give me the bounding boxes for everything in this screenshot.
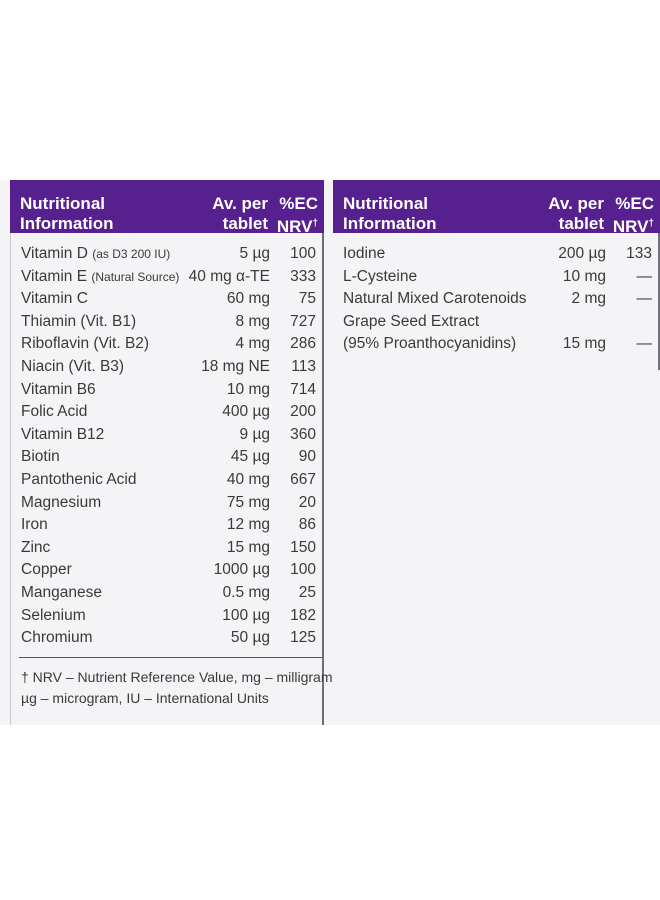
nutrient-name: (95% Proanthocyanidins) bbox=[343, 335, 517, 353]
nutrient-row bbox=[11, 492, 322, 515]
nutrient-row bbox=[11, 514, 322, 537]
nutrient-amount: 2 mg bbox=[571, 290, 606, 308]
nutrient-nrv: 75 bbox=[298, 290, 316, 308]
nutrient-row bbox=[11, 266, 322, 289]
nutrient-name: Vitamin B6 bbox=[21, 380, 96, 398]
nutrient-row bbox=[11, 243, 322, 266]
nutrient-amount: 60 mg bbox=[226, 290, 270, 308]
nutrient-name: Iodine bbox=[343, 245, 386, 262]
nutrient-nrv: 667 bbox=[290, 470, 316, 488]
nutrient-amount: 12 mg bbox=[226, 516, 270, 534]
nutrient-nrv: 200 bbox=[290, 403, 316, 421]
nutrient-row bbox=[11, 288, 322, 311]
left-panel-body bbox=[10, 233, 333, 725]
nutrient-amount: 9 µg bbox=[239, 425, 270, 443]
nutrient-amount: 0.5 mg bbox=[222, 583, 270, 601]
nutrient-amount: 50 µg bbox=[230, 629, 270, 647]
nutrient-name: Zinc bbox=[21, 538, 51, 556]
nutrient-note: (Natural Source) bbox=[91, 269, 180, 284]
nutrient-name: Copper bbox=[21, 561, 72, 579]
header-nutrient-label: Nutritional Information bbox=[20, 194, 114, 233]
nutrient-name: Natural Mixed Carotenoids bbox=[343, 290, 527, 308]
header-amount-label: Av. per tablet bbox=[212, 194, 268, 233]
nutrient-row bbox=[11, 424, 322, 447]
nutrient-row bbox=[333, 311, 658, 334]
nutrient-name: Iron bbox=[21, 516, 48, 534]
left-nutrition-panel bbox=[10, 180, 333, 725]
header-nutrient-label: Nutritional Information bbox=[343, 194, 437, 233]
nutrient-row bbox=[11, 311, 322, 334]
nutrient-row bbox=[11, 356, 322, 379]
footnote-line: µg – microgram, IU – International Units bbox=[21, 690, 269, 706]
nutrient-name: Selenium bbox=[21, 606, 86, 624]
nutrient-row bbox=[11, 333, 322, 356]
nutrient-nrv: 86 bbox=[298, 516, 316, 534]
nutrient-nrv: — bbox=[636, 290, 652, 308]
nutrient-nrv: — bbox=[636, 335, 652, 353]
nutrient-nrv: 25 bbox=[298, 583, 316, 601]
nutrient-amount: 15 mg bbox=[226, 538, 270, 556]
nutrient-nrv: 727 bbox=[290, 312, 316, 330]
right-panel-header bbox=[333, 180, 660, 236]
nutrient-amount: 5 µg bbox=[239, 245, 270, 262]
nutrient-nrv: 133 bbox=[626, 245, 652, 262]
header-nrv-label: %EC NRV† bbox=[276, 194, 318, 236]
nutrient-name: Vitamin E (Natural Source) bbox=[21, 267, 180, 285]
nutrient-nrv: 333 bbox=[290, 267, 316, 285]
dagger-mark: † bbox=[312, 218, 318, 229]
nutrient-amount: 15 mg bbox=[562, 335, 606, 353]
nutrient-amount: 10 mg bbox=[562, 267, 606, 285]
nutrient-nrv: 150 bbox=[290, 538, 316, 556]
nutrient-name: Thiamin (Vit. B1) bbox=[21, 312, 137, 330]
nutrient-name: Manganese bbox=[21, 583, 103, 601]
nutrient-nrv: 113 bbox=[291, 357, 316, 375]
nutrient-nrv: — bbox=[636, 267, 652, 285]
nutrient-name: Chromium bbox=[21, 629, 93, 647]
footnote bbox=[21, 667, 333, 709]
nutrient-row bbox=[11, 627, 322, 650]
nutrient-nrv: 20 bbox=[298, 493, 316, 511]
nutrient-amount: 8 mg bbox=[235, 312, 270, 330]
nutrient-row bbox=[333, 288, 658, 311]
nutrient-nrv: 360 bbox=[290, 425, 316, 443]
nutrient-name: Riboflavin (Vit. B2) bbox=[21, 335, 150, 353]
nutrient-row bbox=[11, 446, 322, 469]
nutrient-nrv: 182 bbox=[290, 606, 316, 624]
nutrient-note: (as D3 200 IU) bbox=[92, 247, 171, 261]
nutrient-name: Vitamin B12 bbox=[21, 425, 105, 443]
nutrient-name: Biotin bbox=[21, 448, 60, 466]
nutrient-amount: 1000 µg bbox=[213, 561, 270, 579]
nutrient-name: L-Cysteine bbox=[343, 267, 418, 285]
nutrient-amount: 10 mg bbox=[226, 380, 270, 398]
right-nutrition-panel bbox=[333, 180, 660, 370]
nutrient-row bbox=[11, 537, 322, 560]
nutrient-name: Grape Seed Extract bbox=[343, 312, 480, 330]
nutrient-name: Magnesium bbox=[21, 493, 102, 511]
nutrient-row bbox=[11, 582, 322, 605]
right-panel-body bbox=[333, 233, 660, 370]
nutrient-amount: 200 µg bbox=[558, 245, 606, 262]
nutrient-row bbox=[11, 469, 322, 492]
nutrient-row bbox=[333, 243, 658, 266]
nutrient-row bbox=[11, 559, 322, 582]
left-panel-header bbox=[10, 180, 324, 236]
nutrient-amount: 4 mg bbox=[235, 335, 270, 353]
nutrient-amount: 40 mg α-TE bbox=[188, 267, 270, 285]
header-nrv-label: %EC NRV† bbox=[612, 194, 654, 236]
nutrient-row bbox=[11, 401, 322, 424]
nutrient-nrv: 125 bbox=[290, 629, 316, 647]
nutrition-label bbox=[0, 180, 660, 725]
nutrient-row bbox=[333, 266, 658, 289]
dagger-mark: † bbox=[648, 218, 654, 229]
nutrient-amount: 100 µg bbox=[222, 606, 270, 624]
nutrient-name: Pantothenic Acid bbox=[21, 470, 137, 488]
nutrient-name: Vitamin D (as D3 200 IU) bbox=[21, 245, 171, 262]
nutrient-nrv: 286 bbox=[290, 335, 316, 353]
nutrient-nrv: 100 bbox=[290, 561, 316, 579]
nutrient-nrv: 100 bbox=[290, 245, 316, 262]
header-amount-label: Av. per tablet bbox=[548, 194, 604, 233]
nutrient-row bbox=[333, 333, 658, 356]
nutrient-nrv: 90 bbox=[298, 448, 316, 466]
nutrient-amount: 45 µg bbox=[230, 448, 270, 466]
nutrient-row bbox=[11, 605, 322, 628]
nutrient-name: Niacin (Vit. B3) bbox=[21, 357, 125, 375]
footnote-divider bbox=[19, 657, 322, 658]
nutrient-name: Vitamin C bbox=[21, 290, 88, 308]
nutrient-row bbox=[11, 379, 322, 402]
nutrient-amount: 75 mg bbox=[226, 493, 270, 511]
footnote-line: † NRV – Nutrient Reference Value, mg – milligram bbox=[21, 669, 333, 685]
nutrient-name: Folic Acid bbox=[21, 403, 88, 421]
nutrient-amount: 400 µg bbox=[222, 403, 270, 421]
nutrient-amount: 18 mg NE bbox=[201, 357, 270, 375]
nutrient-amount: 40 mg bbox=[226, 470, 270, 488]
nutrient-nrv: 714 bbox=[290, 380, 316, 398]
